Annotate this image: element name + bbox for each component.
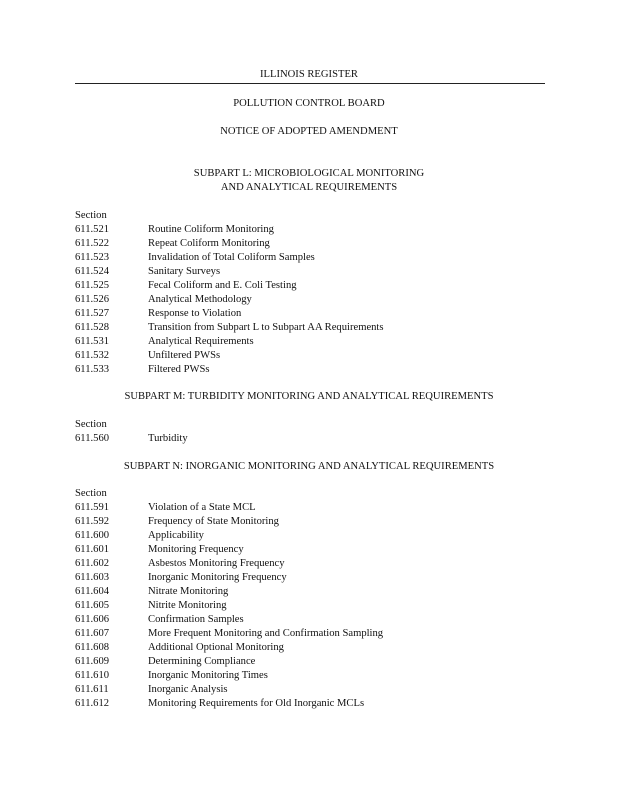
section-title: Frequency of State Monitoring xyxy=(148,516,279,527)
notice-title: NOTICE OF ADOPTED AMENDMENT xyxy=(220,126,398,137)
section-title: More Frequent Monitoring and Confirmation Sampling xyxy=(148,628,384,639)
subpart-l-section-label: Section xyxy=(75,210,107,221)
section-title: Sanitary Surveys xyxy=(148,266,221,277)
section-title: Response to Violation xyxy=(148,308,242,319)
section-title: Asbestos Monitoring Frequency xyxy=(148,558,285,569)
section-title: Transition from Subpart L to Subpart AA Requirements xyxy=(148,322,384,333)
section-number: 611.602 xyxy=(75,558,110,569)
header-rule xyxy=(75,83,545,84)
section-number: 611.612 xyxy=(75,698,110,709)
section-number: 611.611 xyxy=(75,684,109,695)
section-title: Monitoring Frequency xyxy=(148,544,244,555)
section-number: 611.523 xyxy=(75,252,110,263)
section-number: 611.525 xyxy=(75,280,110,291)
section-number: 611.607 xyxy=(75,628,110,639)
section-title: Repeat Coliform Monitoring xyxy=(148,238,270,249)
section-number: 611.608 xyxy=(75,642,110,653)
section-number: 611.521 xyxy=(75,224,110,235)
section-title: Analytical Methodology xyxy=(148,294,252,305)
subpart-n-section-label: Section xyxy=(75,488,107,499)
section-number: 611.604 xyxy=(75,586,110,597)
section-title: Inorganic Monitoring Frequency xyxy=(148,572,287,583)
section-title: Turbidity xyxy=(148,433,188,444)
subpart-l-heading-line2: AND ANALYTICAL REQUIREMENTS xyxy=(220,182,398,193)
subpart-m-heading: SUBPART M: TURBIDITY MONITORING AND ANALYTICAL REQUIREMENTS xyxy=(124,391,494,402)
section-title: Unfiltered PWSs xyxy=(148,350,221,361)
section-number: 611.531 xyxy=(75,336,110,347)
subpart-n-heading: SUBPART N: INORGANIC MONITORING AND ANALYTICAL REQUIREMENTS xyxy=(123,461,495,472)
section-number: 611.591 xyxy=(75,502,110,513)
section-title: Routine Coliform Monitoring xyxy=(148,224,274,235)
section-title: Fecal Coliform and E. Coli Testing xyxy=(148,280,297,291)
subpart-l-heading-line1: SUBPART L: MICROBIOLOGICAL MONITORING xyxy=(193,168,425,179)
section-title: Inorganic Monitoring Times xyxy=(148,670,268,681)
section-title: Invalidation of Total Coliform Samples xyxy=(148,252,315,263)
section-number: 611.532 xyxy=(75,350,110,361)
section-number: 611.522 xyxy=(75,238,110,249)
board-title: POLLUTION CONTROL BOARD xyxy=(233,98,385,109)
section-number: 611.603 xyxy=(75,572,110,583)
section-number: 611.600 xyxy=(75,530,110,541)
section-title: Monitoring Requirements for Old Inorganic MCLs xyxy=(148,698,365,709)
section-number: 611.610 xyxy=(75,670,110,681)
section-number: 611.606 xyxy=(75,614,110,625)
section-number: 611.524 xyxy=(75,266,110,277)
section-title: Filtered PWSs xyxy=(148,364,210,375)
section-number: 611.605 xyxy=(75,600,110,611)
section-title: Confirmation Samples xyxy=(148,614,244,625)
section-number: 611.592 xyxy=(75,516,110,527)
section-number: 611.533 xyxy=(75,364,110,375)
section-number: 611.601 xyxy=(75,544,110,555)
section-title: Determining Compliance xyxy=(148,656,256,667)
section-number: 611.609 xyxy=(75,656,110,667)
section-title: Violation of a State MCL xyxy=(148,502,256,513)
register-title: ILLINOIS REGISTER xyxy=(260,69,358,80)
section-number: 611.527 xyxy=(75,308,110,319)
section-title: Analytical Requirements xyxy=(148,336,254,347)
section-title: Applicability xyxy=(148,530,204,541)
section-number: 611.560 xyxy=(75,433,110,444)
section-title: Inorganic Analysis xyxy=(148,684,228,695)
section-number: 611.526 xyxy=(75,294,110,305)
section-title: Nitrate Monitoring xyxy=(148,586,229,597)
subpart-m-section-label: Section xyxy=(75,419,107,430)
section-title: Additional Optional Monitoring xyxy=(148,642,284,653)
section-number: 611.528 xyxy=(75,322,110,333)
section-title: Nitrite Monitoring xyxy=(148,600,227,611)
